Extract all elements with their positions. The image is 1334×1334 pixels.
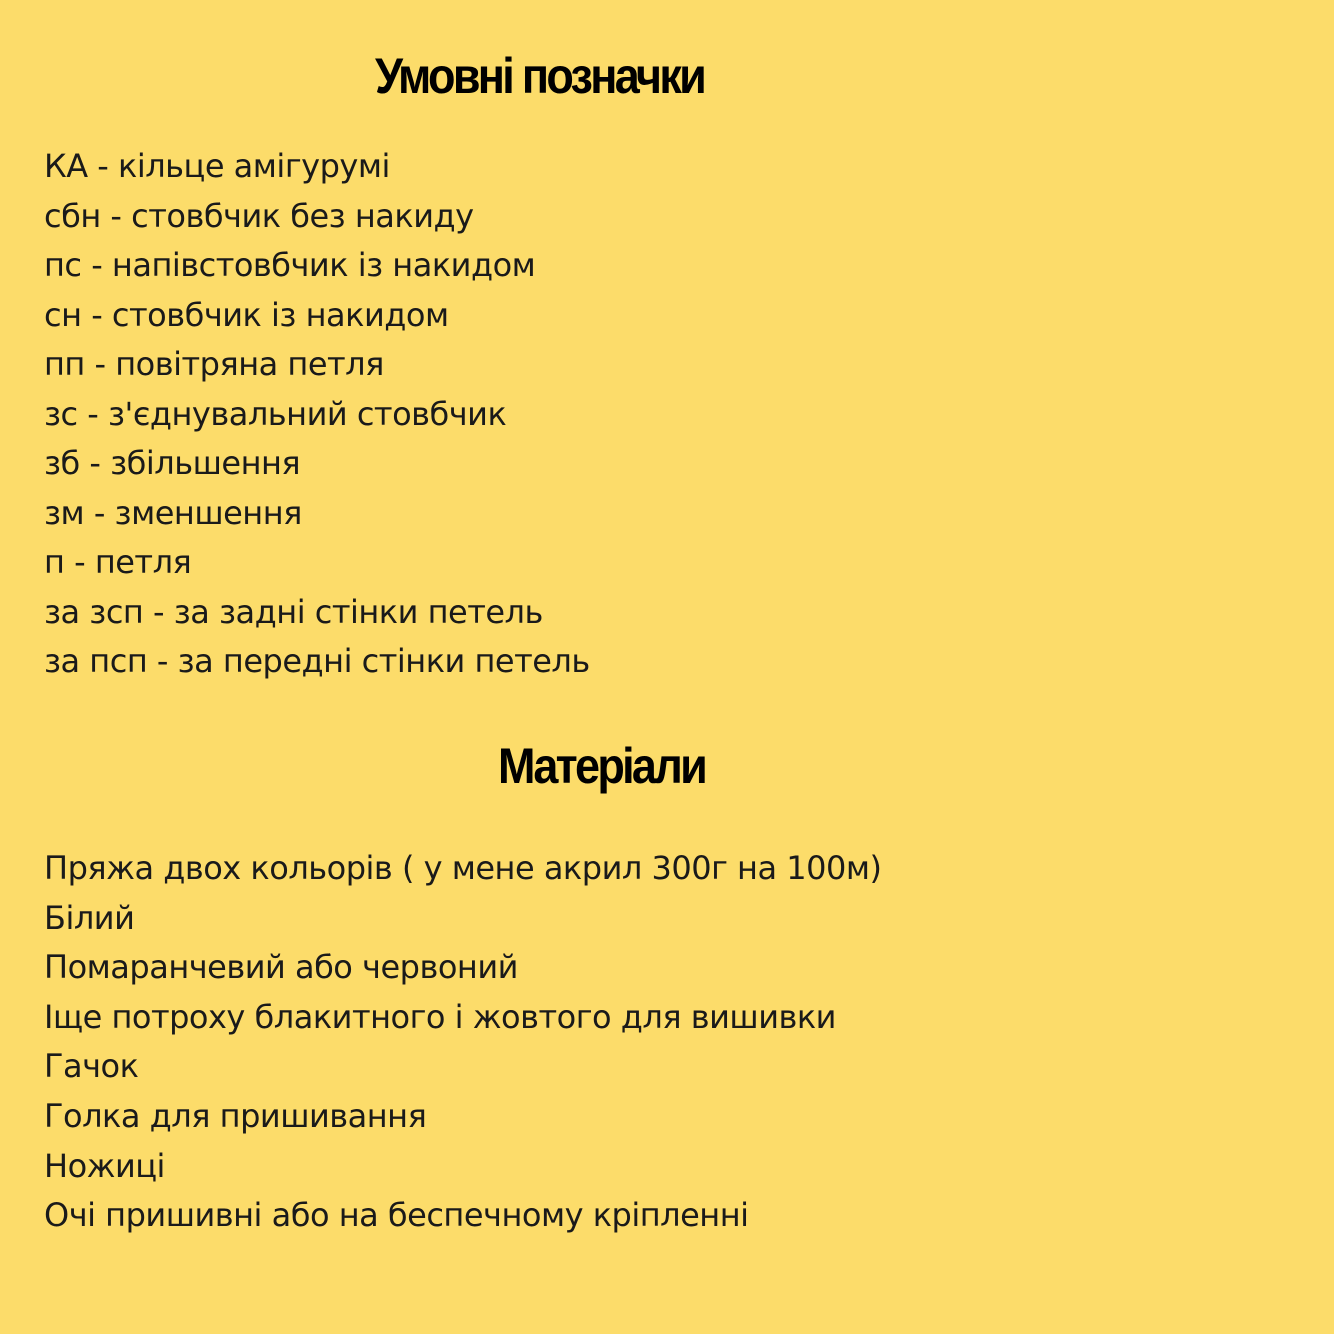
legend-item-za-psp: за псп - за передні стінки петель [44,642,590,680]
materials-list [44,844,881,1241]
legend-item-p: п - петля [44,543,192,581]
materials-item-white: Білий [44,898,135,937]
materials-item-yarn: Пряжа двох кольорів ( у мене акрил 300г на 100м) [44,849,882,887]
legend-list [44,142,590,687]
legend-item-zb: зб - збільшення [44,444,301,482]
materials-item-embroidery: Іще потроху блакитного і жовтого для вишивки [44,997,836,1036]
legend-item-za-zsp: за зсп - за задні стінки петель [44,592,543,631]
materials-item-orange: Помаранчевий або червоний [44,948,518,987]
materials-item-eyes: Очі пришивні або на беспечному кріпленні [44,1196,749,1235]
legend-item-pp: пп - повітряна петля [44,345,384,383]
legend-item-zm: зм - зменшення [44,493,302,532]
legend-item-sbn: сбн - стовбчик без накиду [44,196,474,235]
materials-heading: Матеріали [498,738,706,794]
legend-item-zs: зс - з'єднувальний стовбчик [44,394,507,433]
materials-item-needle: Голка для пришивання [44,1096,427,1135]
legend-item-ka: КА - кільце амігурумі [44,147,390,185]
materials-item-scissors: Ножиці [44,1146,165,1185]
materials-item-hook: Гачок [44,1047,139,1086]
legend-heading: Умовні позначки [375,48,705,104]
legend-item-sn: сн - стовбчик із накидом [44,295,449,334]
legend-item-ps: пс - напівстовбчик із накидом [44,246,536,284]
